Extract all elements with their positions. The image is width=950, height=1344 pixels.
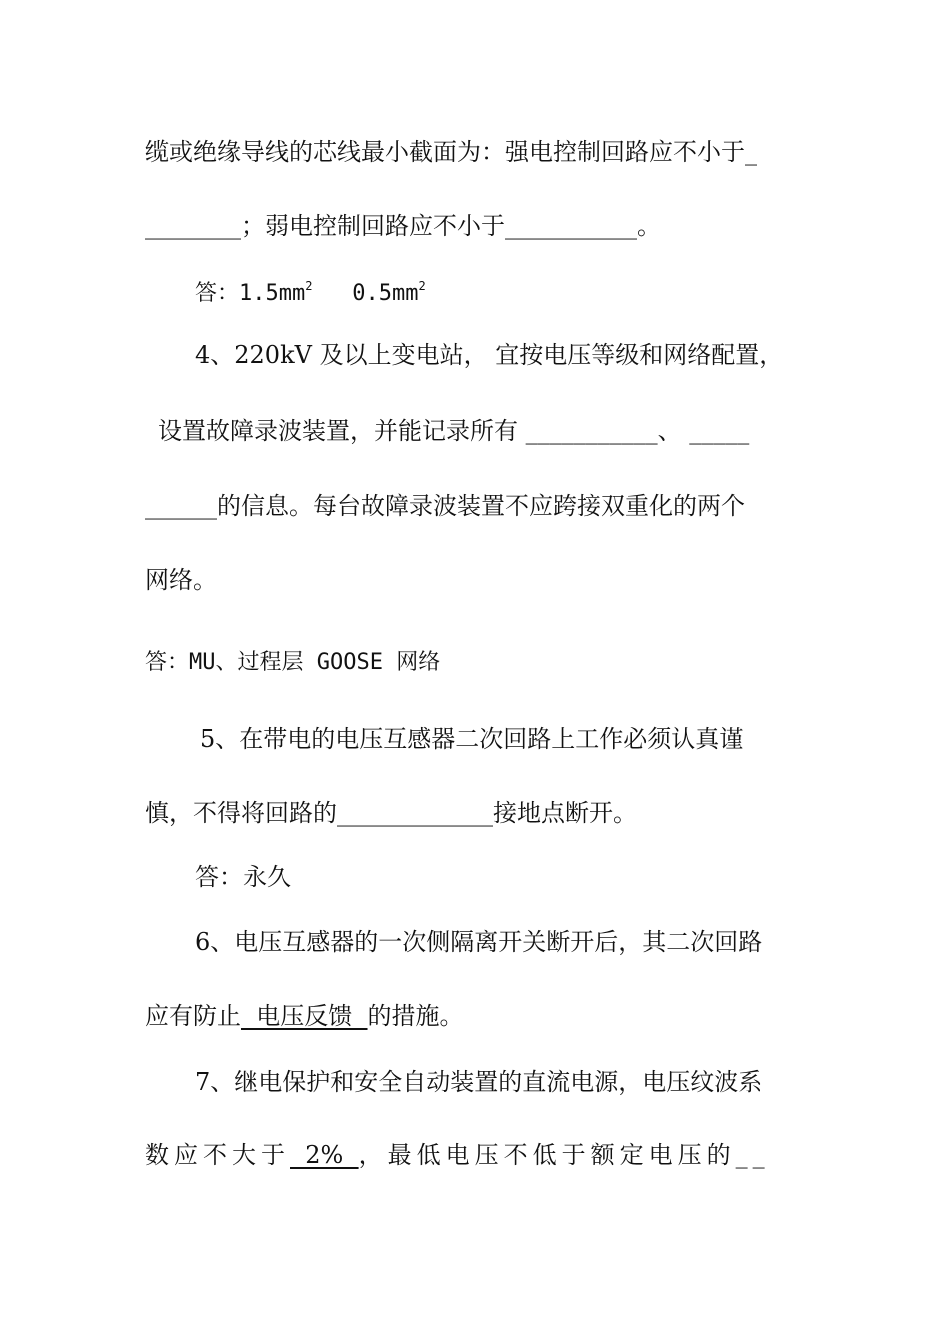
q5-line-1: 5、在带电的电压互感器二次回路上工作必须认真谨	[200, 725, 744, 753]
q6-line-1: 6、电压互感器的一次侧隔离开关断开后，其二次回路	[195, 928, 763, 956]
q5-line-2: 慎，不得将回路的_____________接地点断开。	[145, 799, 637, 827]
q4-line-4: 网络。	[145, 566, 217, 594]
q7-line-1: 7、继电保护和安全自动装置的直流电源，电压纹波系	[195, 1068, 763, 1096]
q7-line-2	[145, 1140, 770, 1170]
answer-sup-1: 2	[305, 279, 313, 293]
answer-sup-2: 2	[418, 279, 426, 293]
q7-answer-blank: 2%	[290, 1141, 359, 1169]
answer-label: 答：	[195, 281, 240, 306]
q6-line-2-prefix: 应有防止	[145, 1002, 241, 1030]
q6-line-2	[145, 1001, 464, 1031]
q4-line-1: 4、220kV 及以上变电站， 宜按电压等级和网络配置，	[195, 341, 784, 369]
q6-line-2-suffix: 的措施。	[367, 1002, 464, 1030]
q3-line-2: ________；弱电控制回路应不小于___________。	[145, 212, 661, 240]
answer-value-1: 1.5mm	[239, 281, 306, 306]
q7-line-2-suffix: ，最低电压不低于额定电压的__	[358, 1141, 770, 1169]
q4-answer: 答：MU、过程层 GOOSE 网络	[145, 650, 441, 675]
q7-line-2-prefix: 数应不大于	[145, 1141, 290, 1169]
q5-answer: 答：永久	[195, 863, 291, 891]
q3-line-1: 缆或绝缘导线的芯线最小截面为：强电控制回路应不小于_	[145, 138, 757, 166]
q4-line-3: ______的信息。每台故障录波装置不应跨接双重化的两个	[145, 492, 745, 520]
q6-answer-blank: 电压反馈	[241, 1002, 368, 1030]
answer-value-2: 0.5mm	[352, 281, 419, 306]
q4-line-2: 设置故障录波装置，并能记录所有 ___________、 _____	[158, 417, 750, 445]
q3-answer	[195, 279, 426, 309]
